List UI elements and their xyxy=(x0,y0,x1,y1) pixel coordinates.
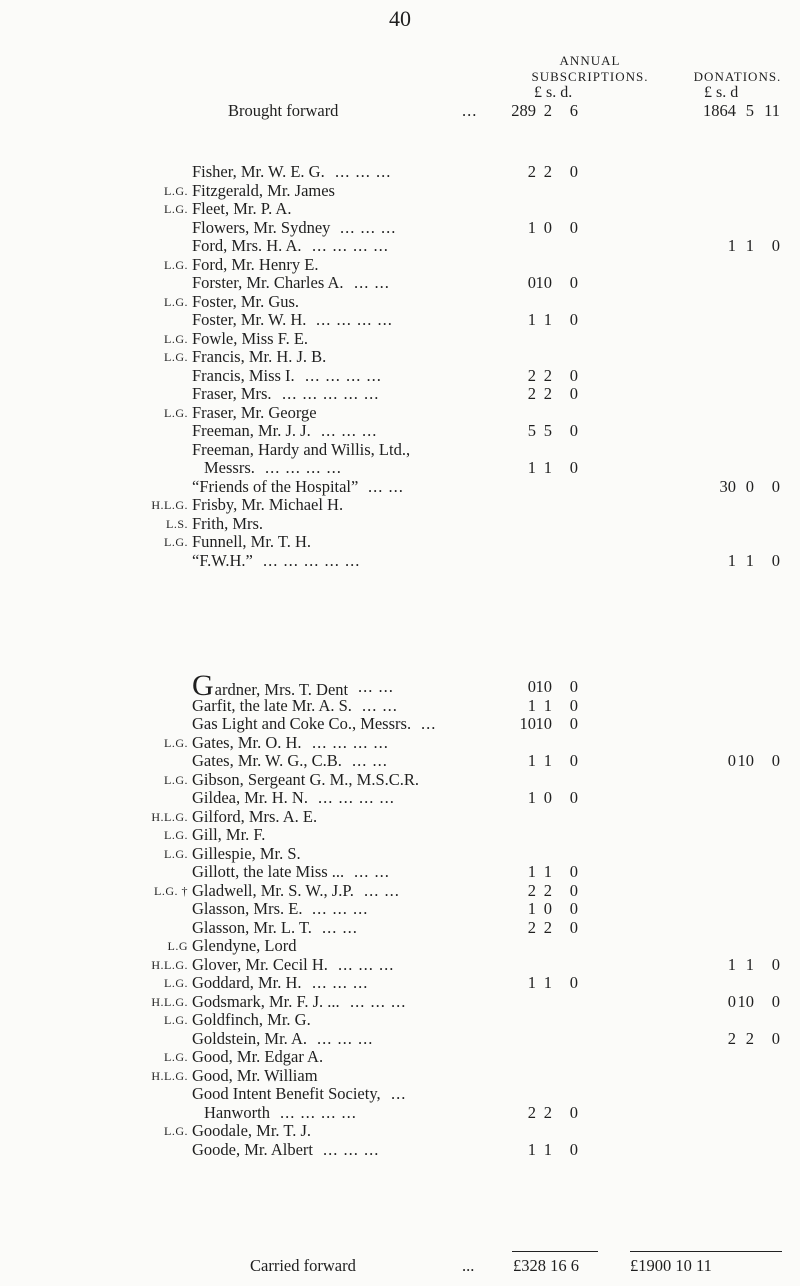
ledger-row xyxy=(0,714,800,734)
donation-pounds: 1 xyxy=(727,236,736,255)
subscription-pence: 0 xyxy=(569,162,578,181)
leader-dots: ... ... ... ... ... xyxy=(282,384,380,403)
subscriber-name-text: ardner, Mrs. T. Dent xyxy=(214,680,349,699)
ledger-row xyxy=(0,825,800,845)
leader-dots: ... ... xyxy=(322,917,358,937)
membership-tag: L.G. xyxy=(164,846,188,861)
ledger-row xyxy=(0,292,800,312)
carried-forward-sub-total: £328 16 6 xyxy=(513,1256,579,1275)
ledger-row xyxy=(0,899,800,919)
ledger-row xyxy=(0,477,800,497)
leader-dots: ... ... ... ... xyxy=(318,788,395,807)
donation-shillings: 1 xyxy=(745,236,754,255)
subscriber-name: Good Intent Benefit Society, xyxy=(192,1084,381,1103)
subscription-shillings: 2 xyxy=(543,384,552,403)
subscription-shillings: 1 xyxy=(543,310,552,329)
membership-tag: L.G. xyxy=(164,1050,188,1064)
subscription-pounds: 2 xyxy=(527,880,536,900)
subscriber-name: Fleet, Mr. P. A. xyxy=(192,199,292,218)
donation-pounds: 2 xyxy=(727,1028,736,1048)
subscription-shillings: 2 xyxy=(543,1102,552,1122)
subscription-shillings: 5 xyxy=(543,421,552,440)
donation-shillings: 10 xyxy=(737,751,754,770)
membership-tag: L.G. xyxy=(164,1013,188,1027)
ledger-row xyxy=(0,696,800,716)
ledger-row xyxy=(0,273,800,293)
subscription-pence: 0 xyxy=(569,899,578,918)
membership-tag: L.G. xyxy=(164,976,188,990)
subscriber-name: Garfit, the late Mr. A. S. xyxy=(192,695,352,715)
leader-dots: ... ... ... ... xyxy=(312,732,389,752)
leader-dots: ... ... ... xyxy=(321,421,378,440)
subscription-pounds: 1 xyxy=(527,695,536,715)
subscription-pounds: 2 xyxy=(527,917,536,937)
subscriber-name: Ford, Mrs. H. A. xyxy=(192,236,302,255)
leader-dots: ... ... ... ... xyxy=(305,365,382,385)
subscription-pence: 0 xyxy=(569,310,578,329)
ledger-row xyxy=(0,669,800,702)
ledger-row xyxy=(0,955,800,975)
subscription-pence: 0 xyxy=(569,1102,578,1122)
brought-forward-sub-pence: 6 xyxy=(569,101,578,120)
subscription-shillings: 2 xyxy=(543,917,552,937)
subscriber-name: Gildea, Mr. H. N. xyxy=(192,788,308,807)
subscriber-name: Messrs. xyxy=(204,458,255,477)
ledger-row xyxy=(0,936,800,956)
ledger-row xyxy=(0,532,800,552)
subscription-pounds: 1 xyxy=(527,899,536,918)
donations-currency-header: £ s. d xyxy=(704,84,739,101)
subscriber-name: Hanworth xyxy=(204,1102,270,1122)
membership-tag: H.L.G. xyxy=(151,994,188,1009)
subscription-pounds: 1 xyxy=(527,973,536,992)
membership-tag: L.G. xyxy=(164,405,188,420)
membership-tag: L.S. xyxy=(165,516,188,531)
subscription-pence: 0 xyxy=(569,365,578,385)
subscription-pounds: 1 xyxy=(527,1139,536,1159)
subscription-pounds: 2 xyxy=(527,162,536,181)
ledger-row xyxy=(0,421,800,441)
ledger-row xyxy=(0,236,800,256)
ledger-row xyxy=(0,310,800,330)
leader-dots: ... ... xyxy=(352,751,388,770)
section-initial: G xyxy=(192,669,214,702)
leader-dots: ... ... xyxy=(358,677,394,696)
subscription-pounds: 1 xyxy=(527,862,536,881)
subscription-pence: 0 xyxy=(569,677,578,696)
subscriber-name: Francis, Mr. H. J. B. xyxy=(192,347,327,366)
ledger-row xyxy=(0,807,800,827)
membership-tag: L.G. xyxy=(164,331,188,346)
subscriber-name: Freeman, Hardy and Willis, Ltd., xyxy=(192,439,411,459)
subscription-pence: 0 xyxy=(569,1139,578,1159)
subscription-pence: 0 xyxy=(569,880,578,900)
membership-tag: L.G. xyxy=(164,535,188,549)
donation-pence: 0 xyxy=(771,954,780,974)
ledger-row xyxy=(0,1084,800,1104)
leader-dots: ... ... xyxy=(354,273,390,292)
ledger-row xyxy=(0,1121,800,1141)
ledger-row xyxy=(0,366,800,386)
leader-dots: ... ... ... xyxy=(340,217,397,237)
ledger-row xyxy=(0,992,800,1012)
ledger-row xyxy=(0,733,800,753)
ledger-row xyxy=(0,1103,800,1123)
leader-dots: ... ... ... ... xyxy=(265,458,342,477)
subscriber-name: Gas Light and Coke Co., Messrs. xyxy=(192,714,412,733)
ledger-row xyxy=(0,844,800,864)
subscriber-name: Fraser, Mrs. xyxy=(192,384,272,403)
subscriber-name: Godsmark, Mr. F. J. ... xyxy=(192,991,340,1011)
subscriber-name: Fowle, Miss F. E. xyxy=(192,328,309,348)
membership-tag: H.L.G. xyxy=(151,957,188,972)
leader-dots: ... ... ... xyxy=(350,991,407,1011)
ledger-row xyxy=(0,1047,800,1067)
ledger-row xyxy=(0,1140,800,1160)
brought-forward-don-pounds: 1864 xyxy=(703,101,736,120)
donation-pence: 0 xyxy=(771,751,780,770)
ledger-row xyxy=(0,218,800,238)
subscription-pounds: 2 xyxy=(527,1102,536,1122)
donation-pounds: 30 xyxy=(719,476,736,496)
subscription-pence: 0 xyxy=(569,714,578,733)
subscription-pence: 0 xyxy=(569,917,578,937)
subscription-pounds: 10 xyxy=(519,714,536,733)
subscriber-name: Goldstein, Mr. A. xyxy=(192,1028,308,1048)
leader-dots: ... ... ... xyxy=(317,1028,374,1048)
membership-tag: H.L.G. xyxy=(151,1068,188,1083)
subscription-pence: 0 xyxy=(569,273,578,292)
subscription-shillings: 1 xyxy=(543,751,552,770)
subscriber-name: Glover, Mr. Cecil H. xyxy=(192,954,328,974)
subscriber-name: Gillespie, Mr. S. xyxy=(192,843,301,863)
subscriber-name: Gill, Mr. F. xyxy=(192,825,266,844)
subscriber-name: “F.W.H.” xyxy=(192,550,253,570)
leader-dots: ... ... ... xyxy=(312,973,369,992)
subscription-shillings: 0 xyxy=(543,788,552,807)
ledger-row xyxy=(0,458,800,478)
subscriber-name: Frisby, Mr. Michael H. xyxy=(192,495,344,514)
brought-forward-dots: ... xyxy=(462,101,478,120)
ledger-row xyxy=(0,751,800,771)
brought-forward-sub-shillings: 2 xyxy=(543,101,552,120)
donation-pence: 0 xyxy=(771,476,780,496)
ledger-row xyxy=(0,495,800,515)
leader-dots: ... ... ... ... xyxy=(312,236,389,255)
ledger-row xyxy=(0,881,800,901)
subscriber-name: “Friends of the Hospital” xyxy=(192,476,359,496)
ledger-row xyxy=(0,788,800,808)
subscription-shillings: 1 xyxy=(543,458,552,477)
subscription-shillings: 0 xyxy=(543,899,552,918)
subscription-shillings: 1 xyxy=(543,973,552,992)
subscriber-name: Francis, Miss I. xyxy=(192,365,295,385)
ledger-row xyxy=(0,1010,800,1030)
ledger-row xyxy=(0,347,800,367)
ledger-row xyxy=(0,973,800,993)
subscriber-name: Glendyne, Lord xyxy=(192,936,297,955)
subscription-shillings: 0 xyxy=(543,217,552,237)
brought-forward-sub-pounds: 289 xyxy=(511,101,536,120)
subscription-pounds: 1 xyxy=(527,310,536,329)
subscriber-name: Glasson, Mr. L. T. xyxy=(192,917,312,937)
membership-tag: L.G. xyxy=(164,828,188,842)
donations-total-rule xyxy=(630,1251,782,1252)
subscription-shillings: 10 xyxy=(535,273,552,292)
subscriber-name: Fitzgerald, Mr. James xyxy=(192,180,335,200)
ledger-row xyxy=(0,770,800,790)
leader-dots: ... ... ... ... xyxy=(316,310,393,329)
subscription-shillings: 2 xyxy=(543,365,552,385)
subscription-shillings: 10 xyxy=(535,714,552,733)
donation-pounds: 0 xyxy=(727,751,736,770)
brought-forward-don-shillings: 5 xyxy=(745,101,754,120)
subscriber-name: Goode, Mr. Albert xyxy=(192,1139,313,1159)
donation-pence: 0 xyxy=(771,236,780,255)
subscriber-name: Freeman, Mr. J. J. xyxy=(192,421,311,440)
subscription-pence: 0 xyxy=(569,862,578,881)
membership-tag: L.G. xyxy=(164,1124,188,1138)
membership-tag: L.G. xyxy=(164,257,188,272)
leader-dots: ... xyxy=(391,1084,407,1103)
donation-shillings: 1 xyxy=(745,550,754,570)
subscription-pounds: 5 xyxy=(527,421,536,440)
subscription-pence: 0 xyxy=(569,217,578,237)
subscription-pounds: 1 xyxy=(527,788,536,807)
subscriber-name: Glasson, Mrs. E. xyxy=(192,899,303,918)
subscriber-name: Good, Mr. William xyxy=(192,1065,318,1085)
brought-forward-row xyxy=(0,101,800,121)
donation-pence: 0 xyxy=(771,550,780,570)
ledger-row xyxy=(0,199,800,219)
carried-forward-dots: ... xyxy=(462,1256,475,1275)
subscriber-name: Gillott, the late Miss ... xyxy=(192,862,345,881)
subscription-pence: 0 xyxy=(569,421,578,440)
donation-pounds: 1 xyxy=(727,550,736,570)
subscriber-name: Gates, Mr. O. H. xyxy=(192,732,302,752)
donation-shillings: 2 xyxy=(745,1028,754,1048)
donation-pounds: 1 xyxy=(727,954,736,974)
subscription-pounds: 1 xyxy=(527,751,536,770)
donation-shillings: 0 xyxy=(745,476,754,496)
subscription-pence: 0 xyxy=(569,788,578,807)
subscriber-name: Frith, Mrs. xyxy=(192,513,264,533)
subscriptions-total-rule xyxy=(512,1251,598,1252)
ledger-row xyxy=(0,1029,800,1049)
subscriber-name: Forster, Mr. Charles A. xyxy=(192,273,344,292)
subscription-pounds: 2 xyxy=(527,365,536,385)
leader-dots: ... xyxy=(421,714,437,733)
ledger-row xyxy=(0,255,800,275)
subscriber-name: Gladwell, Mr. S. W., J.P. xyxy=(192,880,354,900)
donations-header: DONATIONS. xyxy=(693,69,782,84)
membership-tag: L.G. † xyxy=(154,883,188,898)
subscription-pence: 0 xyxy=(569,973,578,992)
subscription-pence: 0 xyxy=(569,751,578,770)
subscription-shillings: 10 xyxy=(535,677,552,696)
donation-shillings: 10 xyxy=(737,991,754,1011)
carried-forward-label: Carried forward xyxy=(250,1256,356,1275)
ledger-row xyxy=(0,1066,800,1086)
membership-tag: L.G. xyxy=(164,202,188,216)
donation-pounds: 0 xyxy=(727,991,736,1011)
donation-pence: 0 xyxy=(771,991,780,1011)
ledger-row xyxy=(0,514,800,534)
leader-dots: ... ... xyxy=(368,476,404,496)
membership-tag: L.G. xyxy=(164,772,188,787)
ledger-row xyxy=(0,329,800,349)
subscription-pounds: 1 xyxy=(527,458,536,477)
ledger-row xyxy=(0,862,800,882)
ledger-row xyxy=(0,384,800,404)
leader-dots: ... ... xyxy=(364,880,400,900)
donation-shillings: 1 xyxy=(745,954,754,974)
subscription-pence: 0 xyxy=(569,384,578,403)
subscriber-name: Goddard, Mr. H. xyxy=(192,973,302,992)
leader-dots: ... ... ... xyxy=(338,954,395,974)
page-number: 40 xyxy=(389,6,411,31)
subscription-pounds: 0 xyxy=(527,677,536,696)
brought-forward-label: Brought forward xyxy=(228,101,339,120)
subscriber-name: Foster, Mr. W. H. xyxy=(192,310,307,329)
subscriptions-header-line2: SUBSCRIPTIONS. xyxy=(531,69,649,84)
subscriptions-currency-header: £ s. d. xyxy=(534,84,573,101)
membership-tag: H.L.G. xyxy=(151,498,188,512)
donation-pence: 0 xyxy=(771,1028,780,1048)
ledger-row xyxy=(0,918,800,938)
subscriber-name: Gibson, Sergeant G. M., M.S.C.R. xyxy=(192,769,420,789)
ledger-row xyxy=(0,181,800,201)
leader-dots: ... ... ... xyxy=(323,1139,380,1159)
subscriber-name: Flowers, Mr. Sydney xyxy=(192,217,331,237)
membership-tag: L.G. xyxy=(164,294,188,309)
subscriber-name: Fisher, Mr. W. E. G. xyxy=(192,162,325,181)
subscriber-name: Funnell, Mr. T. H. xyxy=(192,532,312,551)
subscriber-name: Fraser, Mr. George xyxy=(192,402,317,422)
subscription-pounds: 2 xyxy=(527,384,536,403)
brought-forward-don-pence: 11 xyxy=(764,101,780,120)
ledger-row xyxy=(0,403,800,423)
subscriber-name: Good, Mr. Edgar A. xyxy=(192,1047,324,1066)
leader-dots: ... ... ... xyxy=(335,162,392,181)
subscription-pounds: 1 xyxy=(527,217,536,237)
subscription-shillings: 2 xyxy=(543,162,552,181)
leader-dots: ... ... ... ... ... xyxy=(263,550,361,570)
subscriber-name: Goodale, Mr. T. J. xyxy=(192,1121,312,1140)
subscriber-name: Gilford, Mrs. A. E. xyxy=(192,806,318,826)
membership-tag: L.G. xyxy=(164,350,188,364)
subscriber-name: Ford, Mr. Henry E. xyxy=(192,254,319,274)
leader-dots: ... ... xyxy=(354,862,390,881)
leader-dots: ... ... xyxy=(362,695,398,715)
subscriber-name: Gates, Mr. W. G., C.B. xyxy=(192,751,342,770)
subscription-shillings: 1 xyxy=(543,1139,552,1159)
membership-tag: L.G xyxy=(167,939,188,953)
subscription-pounds: 0 xyxy=(527,273,536,292)
ledger-row xyxy=(0,162,800,182)
subscriptions-header-line1: ANNUAL xyxy=(559,53,621,68)
ledger-row xyxy=(0,440,800,460)
carried-forward-don-total: £1900 10 11 xyxy=(630,1256,712,1275)
membership-tag: L.G. xyxy=(164,183,188,198)
subscription-shillings: 1 xyxy=(543,695,552,715)
ledger-row xyxy=(0,551,800,571)
leader-dots: ... ... ... ... xyxy=(280,1102,357,1122)
membership-tag: L.G. xyxy=(164,735,188,750)
subscription-pence: 0 xyxy=(569,695,578,715)
subscription-shillings: 2 xyxy=(543,880,552,900)
subscription-pence: 0 xyxy=(569,458,578,477)
subscriber-name: Foster, Mr. Gus. xyxy=(192,291,300,311)
subscription-shillings: 1 xyxy=(543,862,552,881)
leader-dots: ... ... ... xyxy=(312,899,369,918)
subscriber-name: Goldfinch, Mr. G. xyxy=(192,1010,311,1029)
membership-tag: H.L.G. xyxy=(151,809,188,824)
